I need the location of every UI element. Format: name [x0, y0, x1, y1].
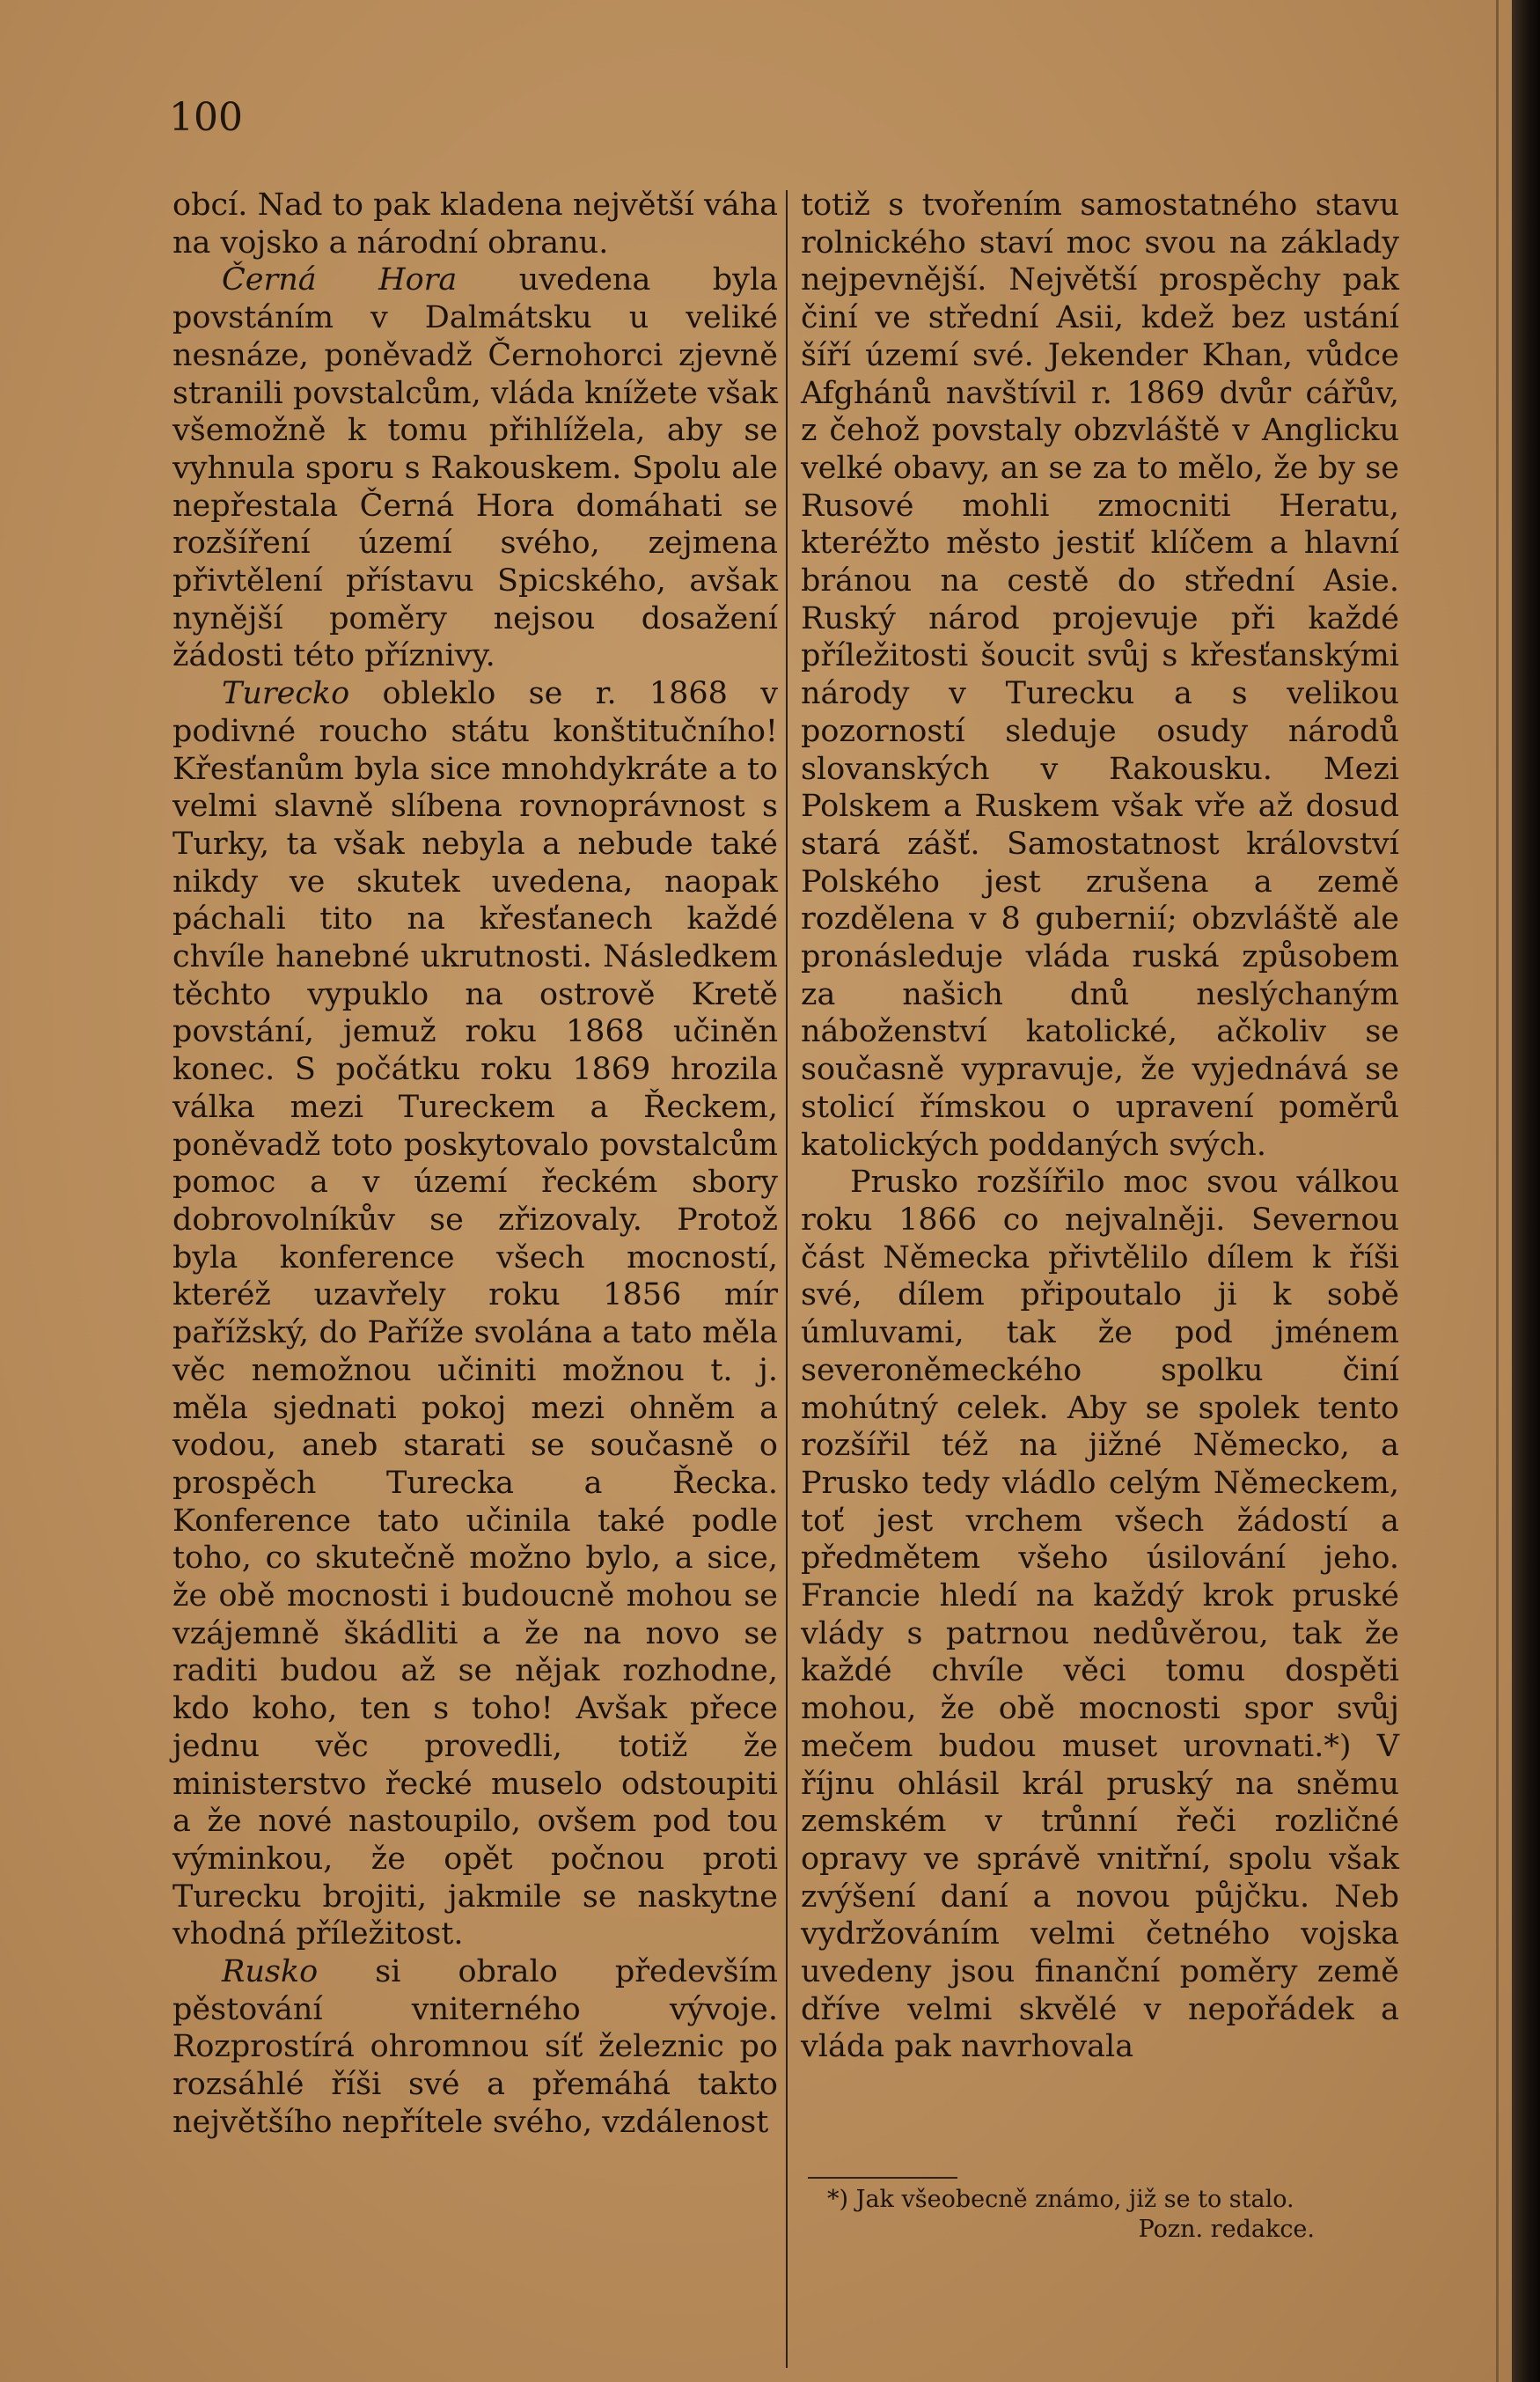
left-paragraph-3: [172, 675, 778, 1953]
left-paragraph-4: [172, 1953, 778, 2142]
heading-turecko: Turecko: [222, 676, 350, 712]
footnote-rule: [808, 2177, 957, 2179]
page-edge-line: [1496, 0, 1499, 2382]
heading-cerna-hora: Černá Hora: [222, 262, 458, 298]
left-paragraph-2: [172, 261, 778, 675]
right-paragraph-1: totiž s tvořením samostatného stavu rolnického staví moc svou na základy nejpevnější. Největší prospěchy pak činí ve střední Asii, kdež bez ustání šíří území své. Jekender Khan, vůdce Afghánů navštívil r. 1869 dvůr cářův, z čehož povstaly obzvláště v Anglicku velké obavy, an se za to mělo, že by se Rusové mohli zmocniti Heratu, kteréžto město jestiť klíčem a hlavní bránou na cestě do střední Asie. Ruský národ projevuje při každé příležitosti šoucit svůj s křesťanskými národy v Turecku a s velikou pozorností sleduje osudy národů slovanských v Rakousku. Mezi Polskem a Ruskem však vře až dosud stará zášť. Samostatnost království Polského jest zrušena a země rozdělena v 8 gubernií; obzvláště ale pronásleduje vláda ruská způsobem za našich dnů neslýchaným náboženství katolické, ačkoliv se současně vypravuje, že vyjednává se stolicí římskou o upravení poměrů katolických poddaných svých.: [801, 187, 1399, 1163]
left-paragraph-3-text: obleklo se r. 1868 v podivné roucho státu konštitučního! Křesťanům byla sice mnohdykráte a to velmi slavně slíbena rovnoprávnost s Turky, ta však nebyla a nebude také nikdy ve skutek uvedena, naopak páchali tito na křesťanech každé chvíle hanebné ukrutnosti. Následkem těchto vypuklo na ostrově Kretě povstání, jemuž roku 1868 učiněn konec. S počátku roku 1869 hrozila válka mezi Tureckem a Řeckem, poněvadž toto poskytovalo povstalcům pomoc a v území řeckém sbory dobrovolníkův se zřizovaly. Protož byla konference všech mocností, kteréž uzavřely roku 1856 mír pařížský, do Paříže svolána a tato měla věc nemožnou učiniti možnou t. j. měla sjednati pokoj mezi ohněm a vodou, aneb starati se současně o prospěch Turecka a Řecka. Konference tato učinila také podle toho, co skutečně možno bylo, a sice, že obě mocnosti i budoucně mohou se vzájemně škádliti a že na novo se raditi budou až se nějak rozhodne, kdo koho, ten s toho! Avšak přece jednu věc provedli, totiž že ministerstvo řecké muselo odstoupiti a že nové nastoupilo, ovšem pod tou výminkou, že opět počnou proti Turecku brojiti, jakmile se naskytne vhodná příležitost.: [172, 676, 778, 1952]
footnote-text: *) Jak všeobecně známo, již se to stalo.: [827, 2186, 1294, 2213]
left-paragraph-2-text: uvedena byla povstáním v Dalmátsku u veliké nesnáze, poněvadž Černohorci zjevně stranili povstalcům, vláda knížete však všemožně k tomu přihlížela, aby se vyhnula sporu s Rakouskem. Spolu ale nepřestala Černá Hora domáhati se rozšíření území svého, zejmena přivtělení přístavu Spicského, avšak nynější poměry nejsou dosažení žádosti této příznivy.: [172, 262, 779, 674]
footnote-signature: Pozn. redakce.: [1138, 2216, 1315, 2243]
footnote: [827, 2185, 1390, 2245]
right-column: [801, 187, 1399, 2066]
left-paragraph-4-text: si obralo především pěstování vniterného vývoje. Rozprostírá ohromnou síť železnic po rozsáhlé říši své a přemáhá takto největšího nepřítele svého, vzdálenost: [172, 1954, 778, 2140]
left-paragraph-1: obcí. Nad to pak kladena největší váha na vojsko a národní obranu.: [172, 187, 778, 261]
column-divider: [786, 190, 788, 2368]
book-binding: [1512, 0, 1540, 2382]
page-number: 100: [169, 95, 243, 140]
right-paragraph-2: Prusko rozšířilo moc svou válkou roku 1866 co nejvalněji. Severnou část Německa přivtělilo dílem k říši své, dílem připoutalo ji k sobě úmluvami, tak že pod jménem severoněmeckého spolku činí mohútný celek. Aby se spolek tento rozšířil též na jižné Německo, a Prusko tedy vládlo celým Německem, toť jest vrchem všech žádostí a předmětem všeho úsilování jeho. Francie hledí na každý krok pruské vlády s patrnou nedůvěrou, tak že každé chvíle věci tomu dospěti mohou, že obě mocnosti spor svůj mečem budou muset urovnati.*) V říjnu ohlásil král pruský na sněmu zemském v trůnní řeči rozličné opravy ve správě vnitřní, spolu však zvýšení daní a novou půjčku. Neb vydržováním velmi četného vojska uvedeny jsou finanční poměry země dříve velmi skvělé v nepořádek a vláda pak navrhovala: [801, 1165, 1399, 2065]
heading-rusko: Rusko: [222, 1954, 319, 1990]
left-column: [172, 187, 778, 2142]
